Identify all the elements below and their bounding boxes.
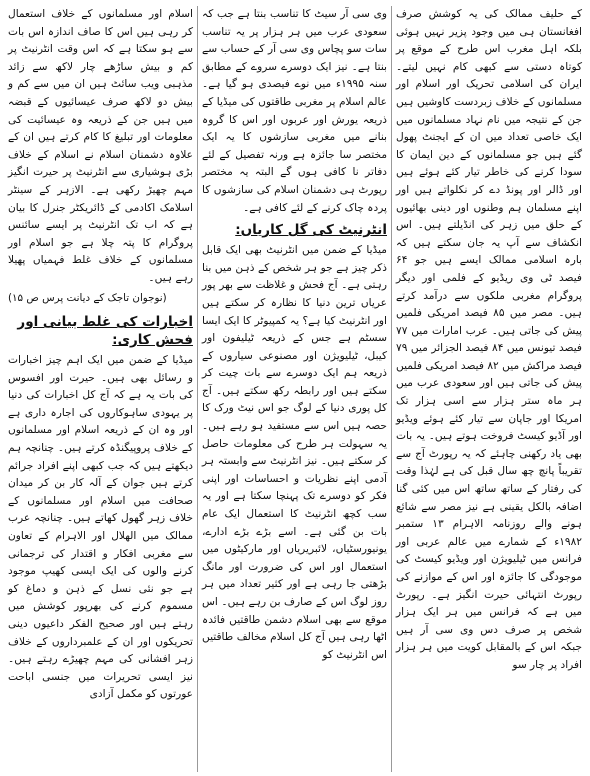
- text-column-middle: [198, 6, 392, 772]
- text-column-right: [392, 6, 586, 772]
- paragraph: اسلام اور مسلمانوں کے خلاف استعمال کر رہی ہیں اس کا صاف اندازہ اس بات سے ہو سکتا ہے کہ اس وقت انٹرنیٹ پر کم و بیش ساڑھے چار لاکھ سے زائد مذہبی ویب سائٹ ہیں ان میں سے کم و بیش دو لاکھ صرف عیسائیوں کے قبضہ میں ہیں جن کے ذریعہ وہ عیسائیت کی معلومات اور تبلیغ کا کام کرتے ہیں ان کے علاوہ دشمنان اسلام نے اسلام کے خلاف بڑی ہوشیاری سے انٹرنیٹ پر حیرت انگیز مہم چھیڑ رکھی ہے۔ الازہر کے سینٹر اسلامک اکادمی کے ڈائریکٹر جنرل کا بیان ہے کہ اب تک انٹرنیٹ پر ایسے سائنس پروگرام کا پتہ چلا ہے جو اسلام اور مسلمانوں کے خلاف غلط فہمیاں پھیلا رہے ہیں۔: [8, 8, 193, 284]
- text-column-left: [4, 6, 198, 772]
- paragraph: وی سی آر سیٹ کا تناسب بنتا ہے جب کہ سعودی عرب میں ہر ہزار پر یہ تناسب سات سو پچاس وی سی آر کے حساب سے بنتا ہے۔ نیز ایک دوسرے سروے کے مطابق سنہ ۱۹۹۵ء میں نوے فیصدی ہو گیا ہے۔ عالم اسلام پر مغربی طاقتوں کی میڈیا کے ذریعہ یورش اور عربوں اور اس کا گروہ بنانے میں مغربی سازشوں کا یہ ایک مختصر سا جائزہ ہے ورنہ تفصیل کے لئے دفاتر نا کافی ہوں گے البتہ یہ مختصر رپورٹ ہی دشمنان اسلام کی سازشوں کا پردہ چاک کرنے کے لئے کافی ہے۔: [202, 8, 387, 214]
- section-heading: انٹرنیٹ کی گل کاریاں:: [235, 222, 387, 239]
- paragraph: میڈیا کے ضمن میں ایک اہم چیز اخبارات و رسائل بھی ہیں۔ حیرت اور افسوس کی بات یہ ہے کہ آج کل اخبارات کی دنیا پر یہودی ساہوکاروں کی اجارہ داری ہے اور وہ ان کے ذریعہ اسلام اور مسلمانوں کے خلاف پروپیگنڈہ کرتے ہیں۔ چنانچہ ہم دیکھتے ہیں کہ جب کبھی اپنے افراد جرائم کرتے ہیں جوان کے آلہ کار بن کر میدان صحافت میں اسلام اور مسلمانوں کے خلاف زہر گھول کھاتے ہیں۔ چنانچہ عرب ممالک میں الهلال اور الاہرام کے تعاون سے مغربی افکار و اقتدار کی ترجمانی کرنے والوں کی ایک ایسی کھیپ موجود ہے جو نئی نسل کے ذہن و دماغ کو مسموم کرنے کی بھرپور کوشش میں رہتے ہیں اور صحیح الفکر داعیوں دینی تحریکوں اور ان کے علمبرداروں کے خلاف زہر افشانی کی مہم چھیڑے رہتے ہیں۔ نیز ایسی تحریرات میں جنسی اباحت عورتوں کو مکمل آزادی: [8, 354, 193, 701]
- source-citation: (نوجوان تاجک کے دیانت پرس ص ۱۵): [8, 291, 167, 304]
- section-heading: اخبارات کی غلط بیانی اور فحش کاری:: [17, 314, 193, 349]
- paragraph: میڈیا کے ضمن میں انٹرنیٹ بھی ایک قابل ذکر چیز ہے جو ہر شخص کے ذہن میں بنا رہتی ہے۔ آج فحش و غلاظت سے بھر پور عریاں ترین دنیا کا نظارہ کر سکتے ہیں اور انٹرنیٹ کیا ہے؟ یہ کمپیوٹر کا ایک ایسا سسٹم ہے جس کے ذریعہ ٹیلیفون اور کیبل، ٹیلیویژن اور مصنوعی سیاروں کے ذریعہ ہم ایک دوسرے سے بات چیت کر سکتے ہیں اور رابطہ رکھ سکتے ہیں۔ آج کل پوری دنیا کے لوگ جو اس نیٹ ورک کا حصہ ہیں اس سے مستفید ہو رہے ہیں۔ یہ سہولت ہر طرح کی معلومات حاصل کر سکتے ہیں۔ نیز انٹرنیٹ سے وابستہ ہر آدمی اپنے نظریات و احساسات اور اپنی فکر کو دوسرے تک پہنچا سکتا ہے اور یہ سب کچھ انٹرنیٹ کا استعمال ایک عام بات بن گئی ہے۔ اسے بڑے بڑے ادارے، یونیورسٹیاں، لائبریریاں اور مارکیٹوں میں استعمال اور اس کی ضرورت اور مانگ بڑھتی جا رہی ہے اور کثیر تعداد میں ہر روز لوگ اس کے صارف بن رہے ہیں۔ اس موقع سے بھی اسلام دشمن طاقتیں فائدہ اٹھا رہی ہیں آج کل اسلام مخالف طاقتیں اس انٹرنیٹ کو: [202, 244, 387, 661]
- paragraph: کے حلیف ممالک کی یہ کوشش صرف افغانستان ہی میں وجود پزیر نہیں ہوئی بلکہ اہل مغرب اس طرح کے موقع پر کوتاہ دستی سے کبھی کام نہیں لیتے۔ ایران کی اسلامی تحریک اور اسلام اور مسلمانوں کے خلاف زبردست کاوشیں ہیں جن کے نتیجہ میں نام نہاد مسلمانوں میں ایک خاصی تعداد میں ان کے ایجنٹ پھول گئے ہیں جو مسلمانوں کے دین ایمان کا سودا کرنے کی خاطر تیار کئے ہوئے ہیں اور ڈالر اور پونڈ دے کر نکلواتے ہیں اور اپنے مسلمان ہم وطنوں اور دینی بھائیوں کے حلق میں زہر کی انڈیلتے ہیں۔ اس انکشاف سے آپ یہ جان سکتے ہیں کہ بارہ اسلامی ممالک ایسے ہیں جو ۶۴ فیصد ٹی وی ریڈیو کے فلمی اور دیگر پروگرام مغربی ملکوں سے درآمد کرتے ہیں۔ مصر میں ۸۵ فیصد امریکی فلمیں پیش کی جاتی ہیں۔ عرب امارات میں ۷۷ فیصد تیونس میں ۸۴ فیصد الجزائر میں ۷۹ فیصد مراکش میں ۸۲ فیصد امریکی فلمیں پیش کی جاتی ہیں اور سعودی عرب میں ہر ماہ ستر ہزار سے اسی ہزار تک امریکا اور جاپان سے تیار کئے ہوئے ویڈیو اور آڈیو کیسٹ فروخت ہوتے ہیں۔ یہ بات بھی یاد رکھنی چاہئے کہ یہ رپورٹ آج سے تقریباً پانچ چھ سال قبل کی ہے لہٰذا وقت کی رفتار کے ساتھ ساتھ اس میں کئی گنا اضافہ بالکل یقینی ہے نیز مصر سے شائع ہونے والے روزنامہ الاہرام ۱۳ ستمبر ۱۹۸۲ء کے شمارے میں عالم عربی اور فرانس میں ٹیلیویژن اور ویڈیو کیسٹ کی موجودگی کا جائزہ اور اس کے موازنے کی رپورٹ انتہائی حیرت انگیز ہے۔ رپورٹ میں ہے کہ فرانس میں ہر ایک ہزار شخص پر صرف دس وی سی آر ہیں جبکہ اس کے بالمقابل کویت میں ہر ہزار افراد پر چار سو: [396, 8, 583, 671]
